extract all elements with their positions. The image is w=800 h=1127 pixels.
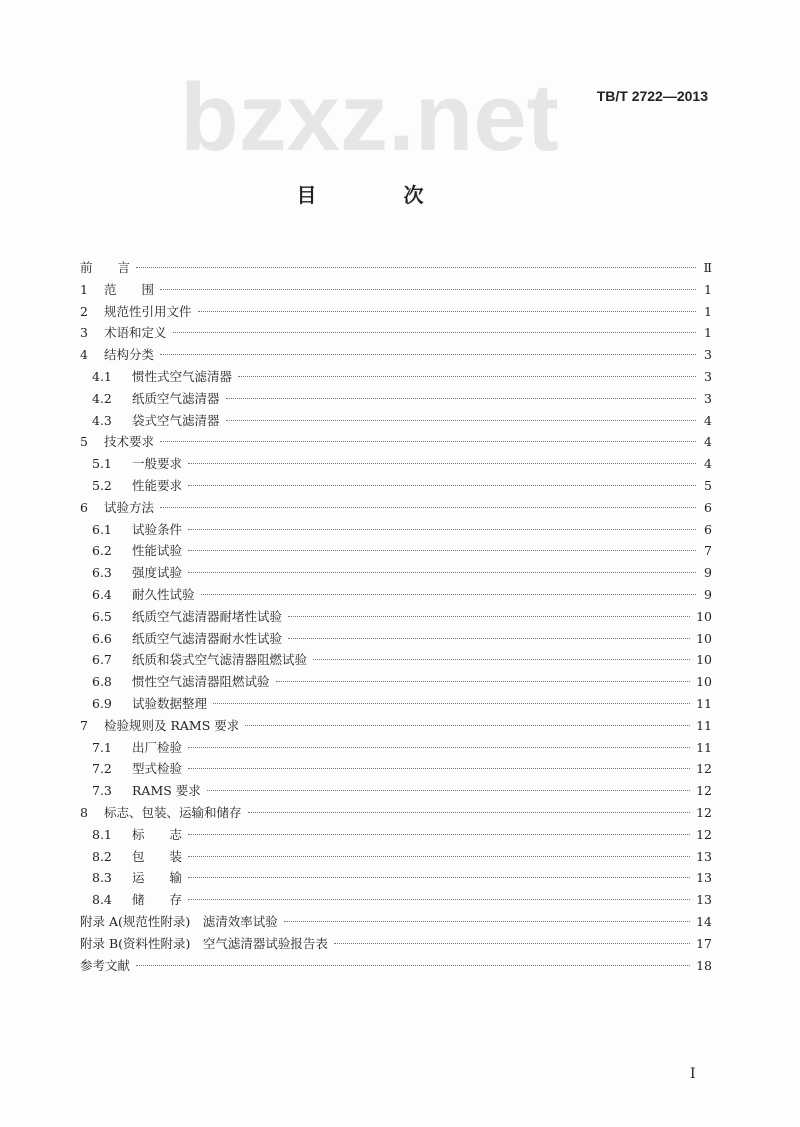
toc-entry[interactable] <box>80 411 712 433</box>
toc-label: 储 存 <box>132 892 183 908</box>
toc-page: 7 <box>704 543 712 559</box>
toc-page: 17 <box>696 935 712 951</box>
toc-entry[interactable] <box>80 803 712 825</box>
toc-entry[interactable] <box>80 868 712 890</box>
toc-leader <box>334 943 690 944</box>
toc-leader <box>198 311 696 312</box>
toc-leader <box>136 965 690 966</box>
toc-page: 1 <box>704 281 712 297</box>
toc-entry[interactable] <box>80 672 712 694</box>
toc-number: 6 <box>80 499 88 515</box>
toc-page: 3 <box>704 390 712 406</box>
toc-label: 运 输 <box>132 870 183 886</box>
toc-number: 6.9 <box>92 695 112 711</box>
toc-page: 13 <box>696 848 712 864</box>
toc-label: 技术要求 <box>104 434 155 450</box>
toc-leader <box>313 659 690 660</box>
toc-entry[interactable] <box>80 694 712 716</box>
toc-leader <box>188 899 690 900</box>
toc-label: 附录 A(规范性附录) 滤清效率试验 <box>80 913 278 929</box>
toc-leader <box>213 703 690 704</box>
toc-entry[interactable] <box>80 498 712 520</box>
toc-page: 10 <box>696 652 712 668</box>
toc-label: 纸质空气滤清器 <box>132 390 220 406</box>
toc-number: 8 <box>80 804 88 820</box>
toc-label: 惯性式空气滤清器 <box>132 368 233 384</box>
toc-page: 9 <box>704 565 712 581</box>
toc-page: 4 <box>704 412 712 428</box>
toc-page: 10 <box>696 674 712 690</box>
toc-entry[interactable] <box>80 432 712 454</box>
toc-number: 4.1 <box>92 368 112 384</box>
toc-number: 8.4 <box>92 892 112 908</box>
toc-entry[interactable] <box>80 258 712 280</box>
toc-leader <box>188 877 690 878</box>
toc-label: 规范性引用文件 <box>104 303 192 319</box>
toc-label: 性能试验 <box>132 543 183 559</box>
toc-number: 6.8 <box>92 674 112 690</box>
page-title: 目 次 <box>296 183 464 207</box>
toc-number: 4.2 <box>92 390 112 406</box>
toc-number: 7 <box>80 717 88 733</box>
toc-leader <box>188 463 696 464</box>
toc-page: 9 <box>704 586 712 602</box>
toc-entry[interactable] <box>80 759 712 781</box>
toc-page: 12 <box>696 783 712 799</box>
toc-number: 1 <box>80 281 88 297</box>
toc-leader <box>160 354 696 355</box>
toc-number: 4.3 <box>92 412 112 428</box>
toc-leader <box>188 529 696 530</box>
toc-label: 前 言 <box>80 260 131 275</box>
toc-leader <box>188 768 690 769</box>
toc-label: 袋式空气滤清器 <box>132 412 220 428</box>
toc-number: 7.2 <box>92 761 112 777</box>
toc-page: 6 <box>704 521 712 537</box>
toc-number: 3 <box>80 325 88 341</box>
toc-leader <box>276 681 691 682</box>
toc-entry[interactable] <box>80 345 712 367</box>
toc-leader <box>160 441 696 442</box>
toc-leader <box>284 921 690 922</box>
toc-entry[interactable] <box>80 476 712 498</box>
toc-number: 8.1 <box>92 826 112 842</box>
toc-number: 6.5 <box>92 608 112 624</box>
watermark: bzxz.net <box>180 64 559 171</box>
toc-entry[interactable] <box>80 454 712 476</box>
toc-page: 12 <box>696 826 712 842</box>
toc-leader <box>226 420 696 421</box>
toc-label: 纸质空气滤清器耐堵性试验 <box>132 608 283 624</box>
toc-number: 5.2 <box>92 477 112 493</box>
toc-entry[interactable] <box>80 738 712 760</box>
toc-label: 强度试验 <box>132 565 183 581</box>
toc-page: Ⅱ <box>703 260 712 275</box>
toc-entry[interactable] <box>80 367 712 389</box>
toc-leader <box>201 594 696 595</box>
toc-page: 11 <box>696 717 712 733</box>
toc-label: 术语和定义 <box>104 325 167 341</box>
page-number: I <box>690 1066 696 1082</box>
toc-number: 8.3 <box>92 870 112 886</box>
toc-page: 1 <box>704 325 712 341</box>
toc-page: 6 <box>704 499 712 515</box>
toc-entry[interactable] <box>80 847 712 869</box>
toc-label: 参考文献 <box>80 957 131 973</box>
toc-number: 5.1 <box>92 456 112 472</box>
toc-page: 5 <box>704 477 712 493</box>
toc-entry[interactable] <box>80 563 712 585</box>
toc-entry[interactable] <box>80 890 712 912</box>
toc-leader <box>160 289 696 290</box>
toc-leader <box>188 550 696 551</box>
toc-leader <box>160 507 696 508</box>
toc-label: 出厂检验 <box>132 739 183 755</box>
toc-entry[interactable] <box>80 280 712 302</box>
standard-number: TB/T 2722—2013 <box>596 88 708 104</box>
table-of-contents <box>80 258 712 977</box>
toc-label: 结构分类 <box>104 347 155 363</box>
toc-entry[interactable] <box>80 650 712 672</box>
toc-number: 7.3 <box>92 783 112 799</box>
toc-leader <box>238 376 696 377</box>
toc-page: 13 <box>696 870 712 886</box>
toc-label: 试验数据整理 <box>132 695 208 711</box>
toc-leader <box>248 812 691 813</box>
toc-leader <box>188 856 690 857</box>
toc-page: 10 <box>696 630 712 646</box>
toc-label: 试验方法 <box>104 499 155 515</box>
toc-label: 标 志 <box>132 826 183 842</box>
toc-leader <box>188 485 696 486</box>
toc-entry[interactable] <box>80 520 712 542</box>
toc-leader <box>136 267 696 268</box>
toc-entry[interactable] <box>80 934 712 956</box>
toc-leader <box>188 834 690 835</box>
toc-number: 5 <box>80 434 88 450</box>
toc-entry[interactable] <box>80 607 712 629</box>
toc-number: 2 <box>80 303 88 319</box>
toc-leader <box>288 638 690 639</box>
toc-entry[interactable] <box>80 541 712 563</box>
toc-entry[interactable] <box>80 389 712 411</box>
toc-label: RAMS 要求 <box>132 783 201 799</box>
toc-leader <box>173 332 696 333</box>
toc-number: 8.2 <box>92 848 112 864</box>
toc-label: 试验条件 <box>132 521 183 537</box>
toc-label: 包 装 <box>132 848 183 864</box>
toc-number: 6.3 <box>92 565 112 581</box>
toc-page: 13 <box>696 892 712 908</box>
toc-page: 14 <box>696 913 712 929</box>
toc-entry[interactable] <box>80 956 712 978</box>
toc-number: 6.6 <box>92 630 112 646</box>
toc-page: 3 <box>704 347 712 363</box>
toc-entry[interactable] <box>80 323 712 345</box>
toc-page: 4 <box>704 456 712 472</box>
toc-page: 18 <box>696 957 712 973</box>
toc-page: 11 <box>696 739 712 755</box>
toc-page: 12 <box>696 761 712 777</box>
toc-label: 附录 B(资料性附录) 空气滤清器试验报告表 <box>80 935 328 951</box>
toc-label: 一般要求 <box>132 456 183 472</box>
toc-label: 标志、包装、运输和储存 <box>104 804 242 820</box>
toc-entry[interactable] <box>80 716 712 738</box>
toc-page: 4 <box>704 434 712 450</box>
toc-leader <box>226 398 696 399</box>
toc-label: 纸质和袋式空气滤清器阻燃试验 <box>132 652 308 668</box>
toc-entry[interactable] <box>80 629 712 651</box>
toc-label: 耐久性试验 <box>132 586 195 602</box>
toc-page: 3 <box>704 368 712 384</box>
toc-label: 范 围 <box>104 281 155 297</box>
toc-page: 10 <box>696 608 712 624</box>
toc-page: 1 <box>704 303 712 319</box>
toc-label: 纸质空气滤清器耐水性试验 <box>132 630 283 646</box>
toc-label: 性能要求 <box>132 477 183 493</box>
toc-leader <box>188 747 690 748</box>
toc-number: 7.1 <box>92 739 112 755</box>
toc-page: 11 <box>696 695 712 711</box>
toc-entry[interactable] <box>80 302 712 324</box>
toc-page: 12 <box>696 804 712 820</box>
toc-entry[interactable] <box>80 825 712 847</box>
toc-number: 6.2 <box>92 543 112 559</box>
toc-entry[interactable] <box>80 912 712 934</box>
toc-label: 型式检验 <box>132 761 183 777</box>
toc-number: 6.4 <box>92 586 112 602</box>
toc-number: 6.7 <box>92 652 112 668</box>
toc-label: 惯性空气滤清器阻燃试验 <box>132 674 270 690</box>
toc-number: 6.1 <box>92 521 112 537</box>
toc-leader <box>207 790 690 791</box>
toc-leader <box>245 725 690 726</box>
toc-label: 检验规则及 RAMS 要求 <box>104 717 240 733</box>
toc-entry[interactable] <box>80 585 712 607</box>
toc-number: 4 <box>80 347 88 363</box>
toc-entry[interactable] <box>80 781 712 803</box>
toc-leader <box>188 572 696 573</box>
toc-leader <box>288 616 690 617</box>
